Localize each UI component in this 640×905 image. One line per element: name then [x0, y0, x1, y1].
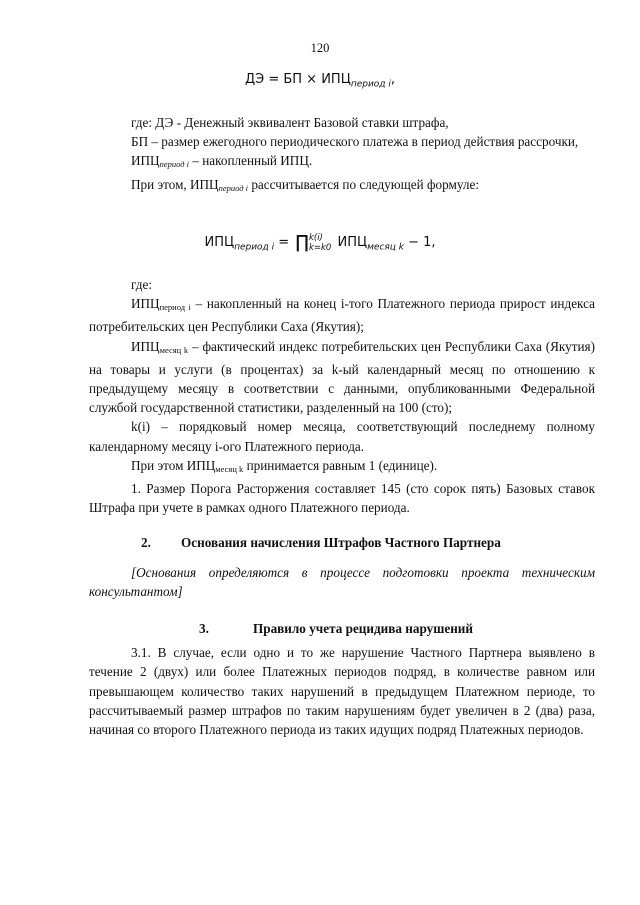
equal-one-subscript: месяц k [215, 463, 244, 474]
ipc-month-label: ИПЦ [131, 338, 160, 354]
ipc-month-text: – фактический индекс потребительских цен Республики Саха (Якутия) на товары и услуги (в процентах) за k-ый календарный месяц по отношению к предыдущему месяцу в соответствии с данными, опубликованными Федеральной службой государственной статистики, разделенный на 100 (сто); [89, 338, 595, 416]
ipc-period-text: – накопленный на конец i-того Платежного периода прирост индекса потребительских цен Республики Саха (Якутия); [89, 296, 596, 335]
def-k-index: k(i) – порядковый номер месяца, соответствующий последнему полному календарному месяцу i-ого Платежного периода. [89, 419, 595, 454]
ipc-text: – накопленный ИПЦ. [189, 153, 313, 169]
section-2-heading [89, 533, 595, 552]
formula-equivalent [0, 72, 640, 90]
equal-one-start: При этом ИПЦ [131, 457, 216, 473]
ipc-period-label: ИПЦ [131, 296, 160, 312]
page-number: 120 [310, 41, 330, 55]
where-label: где: [131, 277, 152, 292]
section-2-note: [Основания определяются в процессе подготовки проекта техническим консультантом] [89, 564, 595, 599]
ipc-subscript: период i [159, 159, 190, 170]
calc-text: рассчитывается по следующей формуле: [248, 176, 479, 192]
def-ipc [89, 151, 595, 174]
definitions-block [89, 113, 595, 198]
product-limits [309, 233, 331, 253]
formula-product [0, 232, 640, 253]
product-lhs: ИПЦ [204, 235, 235, 250]
product-tail: − 1, [408, 235, 436, 250]
section-3-number: 3. [199, 621, 209, 637]
product-operator [295, 232, 331, 253]
product-lhs-subscript: период i [234, 242, 275, 253]
product-lower-limit: k=k0 [308, 242, 332, 253]
def-calc-intro [89, 175, 595, 198]
def-ipc-month [89, 337, 595, 418]
formula-lhs: ДЭ = БП × ИПЦ [244, 72, 351, 87]
formula-tail: , [390, 72, 396, 87]
section-2-title: Основания начисления Штрафов Частного Партнера [181, 535, 501, 551]
product-equals: = [278, 235, 290, 250]
threshold-paragraph: 1. Размер Порога Расторжения составляет 145 (сто сорок пять) Базовых ставок Штрафа при учете в рамках одного Платежного периода. [89, 481, 595, 516]
product-term-subscript: месяц k [367, 242, 404, 253]
calc-subscript: период i [218, 182, 249, 193]
ipc-month-subscript: месяц k [159, 344, 189, 355]
def-ipc-period [89, 294, 595, 336]
equal-one-text: принимается равным 1 (единице). [243, 457, 438, 473]
def-where: где: ДЭ - Денежный эквивалент Базовой ставки штрафа, [131, 115, 449, 130]
section-3-heading [89, 619, 595, 638]
ipc-label: ИПЦ [131, 153, 160, 169]
section-3-title: Правило учета рецидива нарушений [253, 621, 474, 637]
def-ipc-equal-one [89, 456, 595, 479]
def-bp: БП – размер ежегодного периодического платежа в период действия рассрочки, [131, 134, 579, 150]
section-2-number: 2. [141, 535, 151, 551]
main-text [89, 275, 595, 739]
product-symbol: ∏ [295, 232, 309, 253]
calc-start: При этом, ИПЦ [131, 176, 219, 192]
section-3-paragraph: 3.1. В случае, если одно и то же нарушение Частного Партнера выявлено в течение 2 (двух) или более Платежных периодов подряд, в количестве равном или превышающем количество таких нарушений в предыдущем Платежном периоде, то рассчитываемый размер штрафов по таким нарушениям будет увеличен в 2 (два) раза, начиная со второго Платежного периода из таких идущих подряд Платежных периодов. [89, 645, 595, 738]
formula-subscript: период i [350, 79, 391, 90]
product-upper-limit: k(i) [308, 232, 323, 243]
product-term: ИПЦ [337, 235, 368, 250]
ipc-period-subscript: период i [159, 302, 191, 313]
